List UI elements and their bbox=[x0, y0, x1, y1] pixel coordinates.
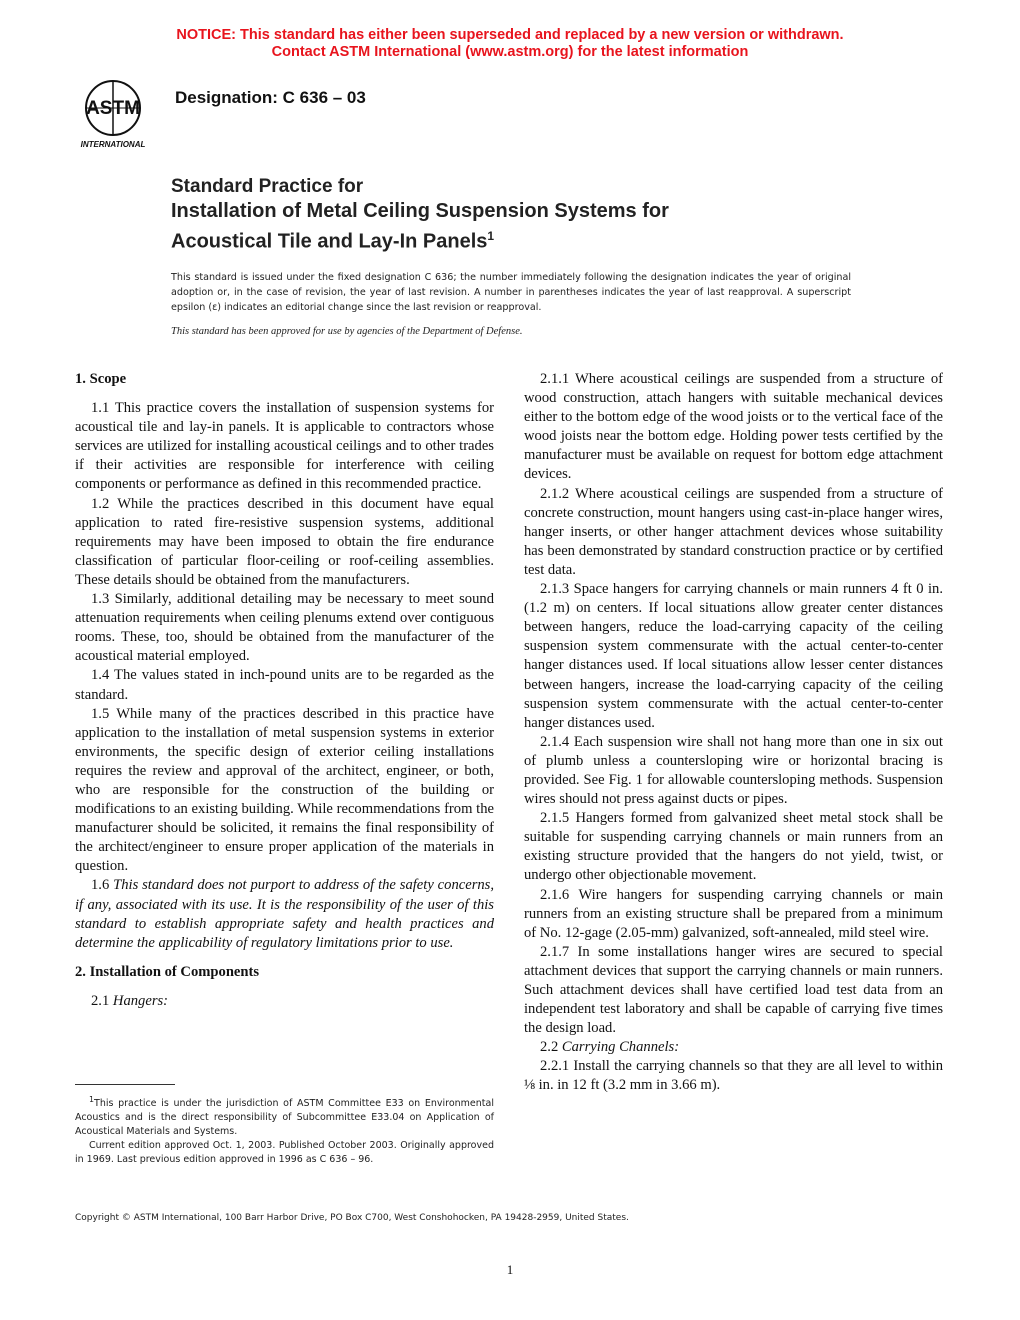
copyright-line: Copyright © ASTM International, 100 Barr Harbor Drive, PO Box C700, West Conshohocken, PA 19428-2959, United States. bbox=[75, 1213, 629, 1223]
title-footnote-mark: 1 bbox=[487, 229, 495, 243]
paragraph-1-6-number: 1.6 bbox=[91, 877, 110, 894]
paragraph-2-1-6: 2.1.6 Wire hangers for suspending carrying channels or main runners from an existing structure shall be prepared from a minimum of No. 12-gage (2.05-mm) galvanized, soft-annealed, mild steel wire. bbox=[524, 886, 943, 941]
approved-note: This standard has been approved for use by agencies of the Department of Defense. bbox=[171, 326, 523, 337]
section-1-heading: 1. Scope bbox=[75, 371, 127, 387]
page-number: 1 bbox=[506, 1262, 514, 1277]
paragraph-2-2-text: Carrying Channels: bbox=[561, 1039, 680, 1056]
footnote-1-text: This practice is under the jurisdiction of ASTM Committee E33 on Environmental Acoustics and is the direct responsibility of Subcommittee E33.04 on Application of Acoustical Materials and Systems. bbox=[75, 1098, 494, 1138]
paragraph-2-2 bbox=[524, 1038, 943, 1057]
right-column bbox=[524, 370, 943, 1096]
issue-note: This standard is issued under the fixed designation C 636; the number immediately following the designation indicates the year of original adoption or, in the case of revision, the year of last revision. A number in parentheses indicates the year of last reapproval. A superscript epsilon (ε) indicates an editorial change since the last revision or reapproval. bbox=[171, 272, 851, 313]
designation: Designation: C 636 – 03 bbox=[175, 88, 366, 107]
footnote-2: Current edition approved Oct. 1, 2003. Published October 2003. Originally approved in 1969. Last previous edition approved in 1996 as C 636 – 96. bbox=[75, 1140, 494, 1166]
paragraph-2-1-3: 2.1.3 Space hangers for carrying channels or main runners 4 ft 0 in. (1.2 m) on centers. If local situations allow greater center distances between hangers, reduce the load-carrying capacity of the ceiling suspension system commensurate with the actual center-to-center hanger distances used. If local situations allow lesser center distances between hangers, increase the load-carrying capacity of the ceiling suspension system commensurate with the actual center-to-center hanger distances used. bbox=[524, 581, 943, 731]
astm-logo bbox=[66, 76, 160, 152]
left-column bbox=[75, 370, 494, 1011]
title-line-2: Installation of Metal Ceiling Suspension Systems for bbox=[171, 200, 669, 222]
document-title bbox=[171, 175, 891, 255]
paragraph-1-5: 1.5 While many of the practices described in this practice have application to the installation of metal suspension systems in exterior environments, the specific design of exterior ceiling installations requires the review and approval of the architect, engineer, or both, who are responsible for the construction of the building or modifications to an existing building. While recommendations from the manufacturer should be solicited, it remains the final responsibility of the architect/engineer to ensure proper application of the materials in question. bbox=[75, 705, 494, 875]
footnote-divider bbox=[75, 1084, 175, 1085]
logo-caption: INTERNATIONAL bbox=[80, 140, 146, 149]
paragraph-2-1-2: 2.1.2 Where acoustical ceilings are suspended from a structure of concrete construction, mount hangers using cast-in-place hanger wires, hanger inserts, or other hanger attachment devices whose suitability has been demonstrated by standard construction practice or by certified test data. bbox=[524, 485, 943, 578]
paragraph-1-6 bbox=[75, 876, 494, 952]
footnote-1-mark: 1 bbox=[89, 1095, 95, 1104]
paragraph-1-1: 1.1 This practice covers the installation of suspension systems for acoustical tile and lay-in panels. It is applicable to contractors whose services are utilized for installing acoustical ceilings and to other trades if their activities are responsible for interference with ceiling components or performance as defined in this recommended practice. bbox=[75, 400, 494, 493]
paragraph-2-1-7: 2.1.7 In some installations hanger wires are secured to special attachment devices that support the carrying channels or main runners. Such attachment devices shall have certified load test data from an independent test laboratory and shall be capable of carrying five times the design load. bbox=[524, 943, 943, 1037]
paragraph-2-2-number: 2.2 bbox=[540, 1039, 559, 1056]
section-2-heading: 2. Installation of Components bbox=[75, 963, 260, 980]
notice-line-1: NOTICE: This standard has either been superseded and replaced by a new version or withdrawn. bbox=[176, 27, 844, 43]
paragraph-1-3: 1.3 Similarly, additional detailing may be necessary to meet sound attenuation requirements when ceiling plenums extend over contiguous rooms. These, too, should be obtained from the manufacturer of the acoustical material employed. bbox=[75, 591, 494, 665]
supersede-notice bbox=[0, 27, 1020, 61]
paragraph-2-1-5: 2.1.5 Hangers formed from galvanized sheet metal stock shall be suitable for suspending carrying channels or main runners from an existing structure provided that the hangers do not yield, twist, or undergo other objectionable movement. bbox=[524, 810, 943, 884]
paragraph-2-1-number: 2.1 bbox=[91, 992, 110, 1009]
paragraph-2-1-1: 2.1.1 Where acoustical ceilings are suspended from a structure of wood construction, attach hangers with suitable mechanical devices either to the bottom edge of the wood joists or to the vertical face of the wood joists near the bottom edge. Holding power tests certified by the manufacturer must be available on request for bottom edge attachment devices. bbox=[524, 371, 943, 483]
paragraph-1-2: 1.2 While the practices described in this document have equal application to rated fire-resistive suspension systems, additional requirements may have been imposed to obtain the fire endurance classification of particular floor-ceiling or roof-ceiling assemblies. These details should be obtained from the manufacturers. bbox=[75, 495, 494, 588]
notice-line-2: Contact ASTM International (www.astm.org) for the latest information bbox=[271, 44, 749, 60]
title-line-1: Standard Practice for bbox=[171, 176, 364, 197]
paragraph-2-1-4: 2.1.4 Each suspension wire shall not hang more than one in six out of plumb unless a countersloping wire or horizontal bracing is provided. See Fig. 1 for allowable countersloping methods. Suspension wires should not press against ducts or pipes. bbox=[524, 733, 943, 808]
title-line-3-text: Acoustical Tile and Lay-In Panels bbox=[171, 230, 488, 253]
paragraph-2-1-text: Hangers: bbox=[112, 992, 169, 1009]
footnote-1 bbox=[75, 1093, 494, 1139]
title-line-3 bbox=[171, 224, 891, 255]
paragraph-2-1 bbox=[75, 992, 494, 1011]
paragraph-1-4: 1.4 The values stated in inch-pound units are to be regarded as the standard. bbox=[75, 667, 494, 703]
paragraph-2-2-1: 2.2.1 Install the carrying channels so that they are all level to within ⅛ in. in 12 ft (3.2 mm in 3.66 m). bbox=[524, 1058, 943, 1094]
footnotes bbox=[75, 1093, 494, 1167]
logo-letters: ASTM bbox=[86, 98, 140, 119]
paragraph-1-6-text: This standard does not purport to address of the safety concerns, if any, associated with its use. It is the responsibility of the user of this standard to establish appropriate safety and health practices and determine the applicability of regulatory limitations prior to use. bbox=[75, 877, 494, 951]
